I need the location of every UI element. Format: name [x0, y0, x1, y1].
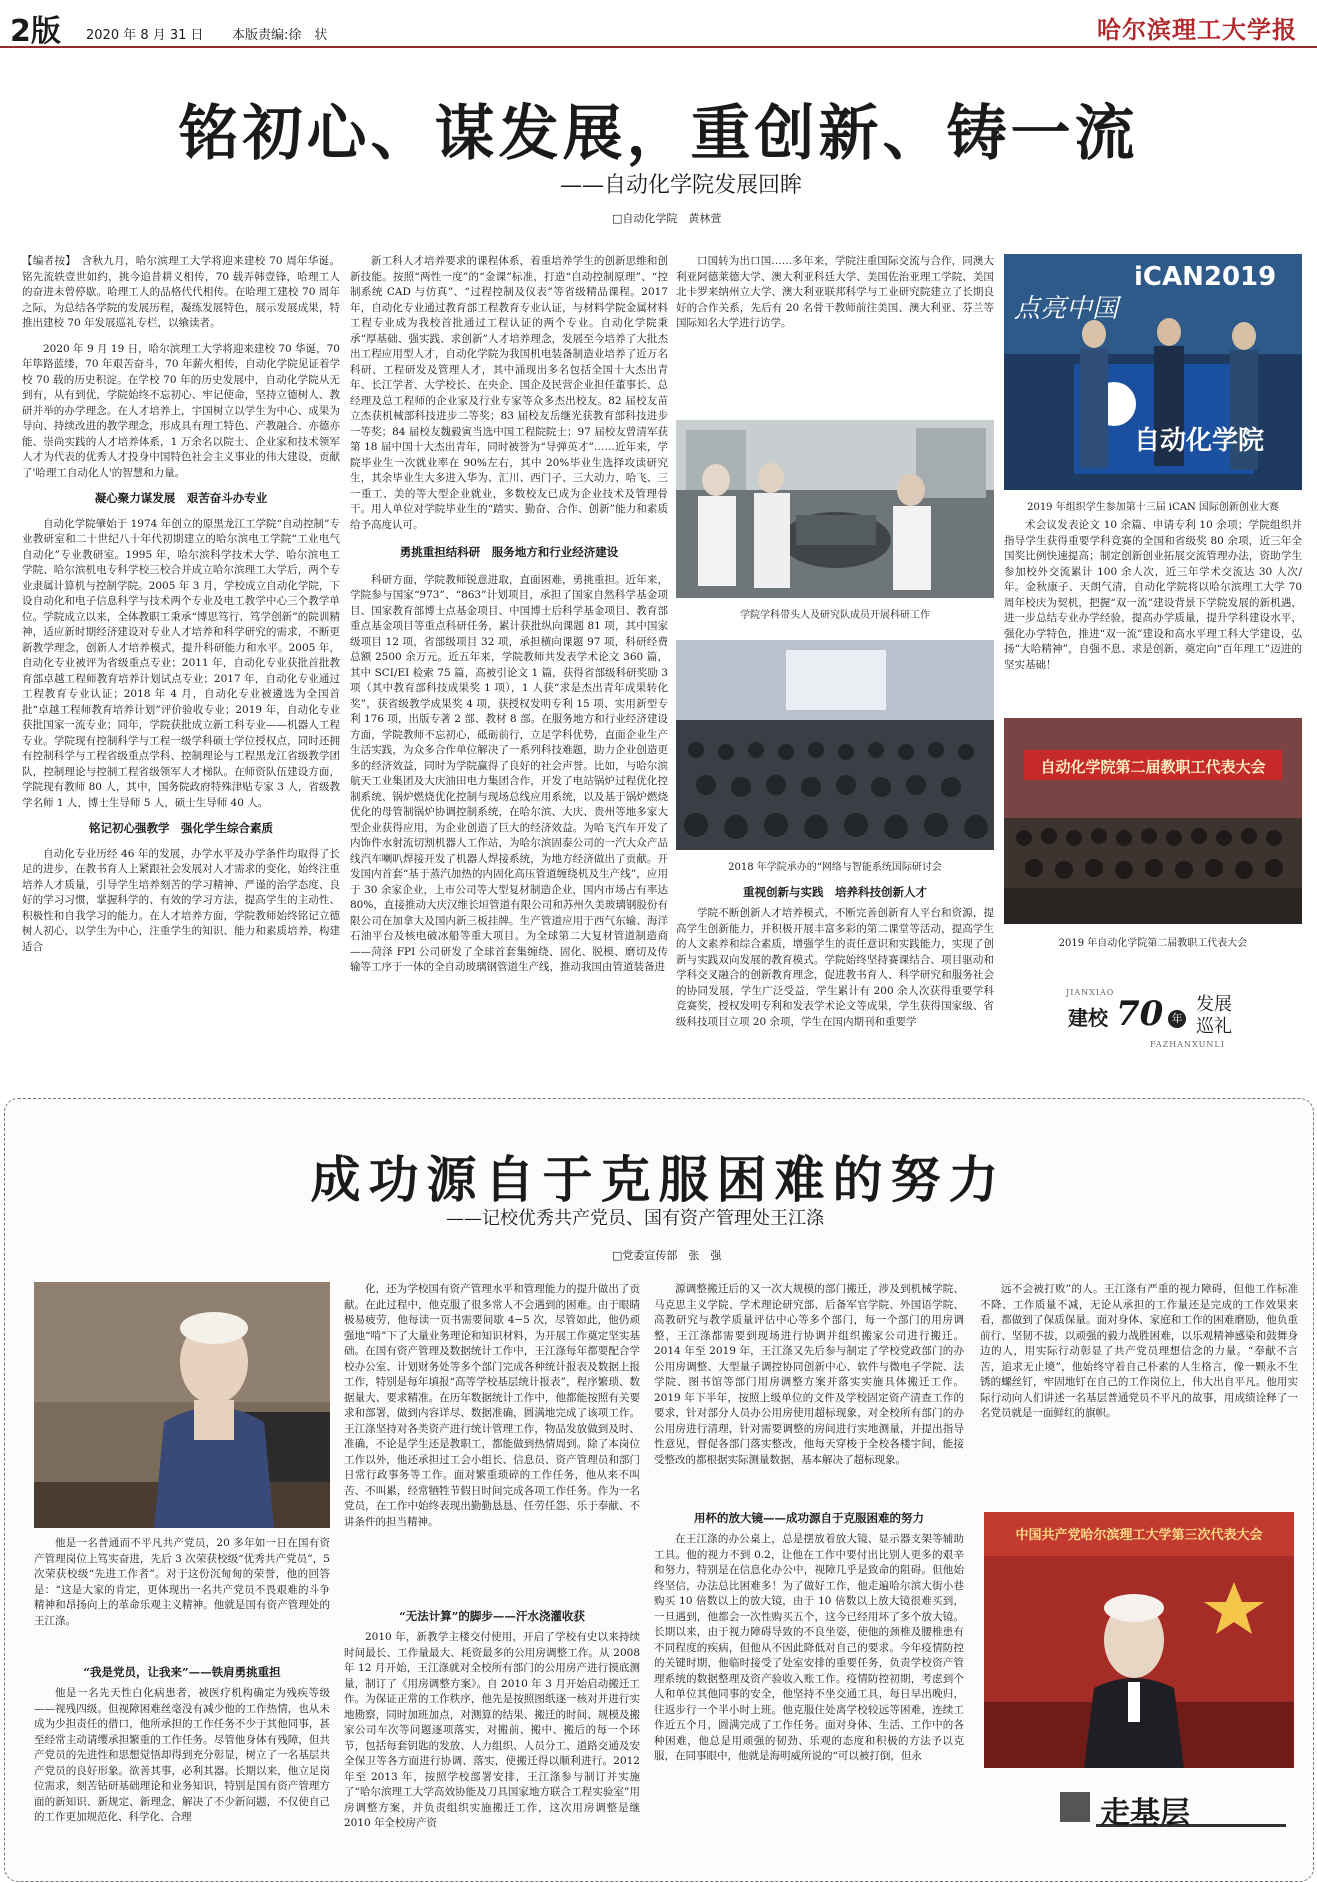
section-subhead: 凝心聚力谋发展 艰苦奋斗办专业 — [94, 491, 268, 505]
paragraph: 2020 年 9 月 19 日，哈尔滨理工大学将迎来建校 70 华诞，70 年筚路蓝缕，70 年艰苦奋斗，70 年薪火相传，自动化学院见证着学校 70 载的历史积淀。在学校 70 年的历史发展中，自动化学院从无到有，从有到优，学院始终不忘初心、牢记使命，坚持立德树人、教研并举的办学理念。在人才培养上，宇国树立以学生为中心、成果为导向、持续改进的教学理念，形成具有理工特色、产教融合、亦德亦能、崇尚实践的人才培养体系，1 万余名以院士、企业家和技术领军人才为代表的优秀人才投身中国特色社会主义事业的伟大建设，贡献了'哈理工自动化人'的智慧和力量。 — [22, 342, 340, 479]
paragraph: 学院不断创新人才培养模式，不断完善创新育人平台和资源，提高学生创新能力，并积极开展丰富多彩的第二课堂等活动，提高学生的人文素养和综合素质，增强学生的责任意识和实践能力，实现了创新与实践双向发展的教育模式。学院始终坚持赛课结合、项目驱动和学科交叉融合的创新教育理念，促进教书育人、科学研究和服务社会的协同发展，学生广泛受益，学生累计有 200 余人次获得重要学科竞赛奖，授权发明专利和发表学术论文等成果，学生获得国家级、省级科技项目立项 20 余项，学生在国内期刊和重要学 — [676, 907, 994, 1028]
photo-congress-caption: 2019 年自动化学院第二届教职工代表大会 — [1058, 938, 1248, 949]
paper-name: 哈尔滨理工大学报 — [1097, 15, 1297, 44]
article2-headline: 成功源自于克服困难的努力 — [310, 1150, 1007, 1209]
stamp-right-bottom: 巡礼 — [1196, 1016, 1232, 1037]
article2-column-2-top — [344, 1282, 640, 1602]
photo-lab-caption: 学院学科带头人及研究队成员开展科研工作 — [740, 610, 930, 621]
anniversary-stamp — [1060, 988, 1270, 1054]
article2-subtitle: ——记校优秀共产党员、国有资产管理处王江涤 — [446, 1208, 824, 1229]
stamp-right-top: 发展 — [1196, 994, 1232, 1015]
tag-text: 走基层 — [1100, 1796, 1190, 1831]
party-congress-illustration — [984, 1512, 1294, 1768]
article2-byline: □党委宣传部 张 强 — [612, 1249, 722, 1262]
section-subhead: 用杯的放大镜——成功源自于克服困难的努力 — [694, 1511, 924, 1525]
lab-photo-illustration — [676, 420, 994, 598]
article2-column-3-top — [654, 1282, 964, 1504]
photo-portrait — [34, 1282, 330, 1528]
stamp-left: 建校 — [1068, 1006, 1108, 1030]
photo-ican-caption: 2019 年组织学生参加第十三届 iCAN 国际创新创业大赛 — [1027, 502, 1279, 513]
column-tag — [1060, 1784, 1290, 1830]
congress-photo-illustration — [1004, 718, 1302, 924]
congress-banner: 自动化学院第二届教职工代表大会 — [1040, 758, 1266, 776]
ican-sign: 点亮中国 — [1014, 294, 1119, 324]
paragraph: 在王江涤的办公桌上，总是摆放着放大镜、显示器支架等辅助工具。他的视力不到 0.2，让他在工作中要付出比别人更多的艰辛和努力，特别是在信息化办公中，视障几乎是致命的阻碍。但他始终坚信，办法总比困难多！为了做好工作，他走遍哈尔滨大街小巷购买 10 倍数以上的放大镜，由于 10 倍数以上放大镜很难买到，一旦遇到，他都会一次性购买五个，这今已经用坏了多个放大镜。长期以来，由于视力障碍导致的不良坐姿，使他的颈椎及腰椎患有不同程度的疾病，但他从不因此降低对自己的要求。今年疫情防控的关键时期，他临时接受了处室安排的重要任务，负责学校资产管理系统的数据整理及资产验收入账工作。疫情防控初期，考虑到个人和单位其他同事的安全，他坚持不坐交通工具，每日早出晚归，往返步行一个半小时上班。他克服住处离学校较远等困难，连续工作近五个月，圆满完成了工作任务。面对身体、生活、工作中的各种困难，他总是用顽强的韧劲、乐观的态度和积极的方法予以克服，在同事眼中，他就是海明威所说的“可以被打倒，但永 — [654, 1533, 964, 1762]
photo-ican-competition — [1004, 254, 1302, 490]
paragraph: 新工科人才培养要求的课程体系，着重培养学生的创新思维和创新技能。按照“两性一度”的“金课”标准，打造“自动控制原理”、“控制系统 CAD 与仿真”、“过程控制及仪表”等省级精品课程。2017 年，自动化专业通过教育部工程教育专业认证，与材料学院金属材料工程专业成为我校首批通过工程认证的两个专业。自动化学院秉承“厚基础、强实践、求创新”人才培养理念，发展至今培养了大批杰出工程应用型人才，自动化学院为我国机电装备制造业培养了近万名科研、工程研发及管理人才，其中涌现出多名包括全国十大杰出青年、长江学者、大学校长、在央企、国企及民营企业担任董事长、总经理及总工程师的企业家及行业专家等众多杰出校友。82 届校友苗立杰获机械部科技进步二等奖；83 届校友岳继光获教育部科技进步一等奖；84 届校友魏毅寅当选中国工程院院士；97 届校友曾清军获第 18 届中国十大杰出青年，同时被誉为“导弹英才”……近年来，学院毕业生一次就业率在 90%左右，其中 20%毕业生选择攻读研究生，其余毕业生大多进入华为、汇川、西门子、三大动力、哈飞、三一重工、美的等大型企业就业，多数校友已成为企业技术及管理骨干。用人单位对学院毕业生的“踏实、勤奋、合作、创新”能力和素质给予高度认可。 — [350, 255, 668, 531]
paragraph: 科研方面，学院教师锐意进取，直面困难，勇挑重担。近年来，学院参与国家“973”、“863”计划项目，承担了国家自然科学基金项目、国家教育部博士点基金项目、中国博士后科学基金项目、教育部重点基金项目等重点科研任务，累计获批纵向课题 81 项，其中国家级项目 12 项，省部级项目 32 项，承担横向课题 97 项，科研经费总额 2500 余万元。近五年来，学院教师共发表学术论文 360 篇，其中 SCI/EI 检索 75 篇，高被引论文 1 篇，获得省部级科研奖励 3 项（其中教育部科技成果奖 1 项），1 人获“求是杰出青年成果转化奖”，获省级教学成果奖 4 项，获授权发明专利 15 项、实用新型专利 176 项，出版专著 2 部、教材 8 部。在服务地方和行业经济建设方面，学院教师不忘初心，砥砺前行，立足学科优势，直面企业生产生活实践，为众多合作单位解决了一系列科技难题，助力企业创造更多的经济效益，同时为学院赢得了良好的社会声誉。比如，与哈尔滨航天工业集团及大庆油田电力集团合作，开发了电站锅炉过程优化控制系统、锅炉燃烧优化控制与现场总线应用系统，以及基于锅炉燃烧优化的母管制锅炉协调控制系统，在哈尔滨、大庆、贵州等地多家大型企业获得应用，为企业创造了巨大的经济效益。为哈飞汽车开发了内饰件水射流切割机器人工作站，为哈尔滨固泰公司的一汽大众产品线汽车喇叭焊接开发了机器人焊接系统，为地方经济做出了贡献。开发国内首套“基于蒸汽加热的内固化高压管道缠绕机及生产线”，应用于 30 余家企业，上市公司等大型复材制造企业，国内市场占有率达 80%，直接推动大庆汉维长垣管道有限公司和苏州久美玻璃钢股份有限公司在加拿大及国内新三板挂牌。生产管道应用于西气东输、海洋石油平台及核电破冰船等重大项目。为全球第二大复材管道制造商——菏泽 FPI 公司研发了全球首套集缠绕、固化、脱模、磨切及传输等工序于一体的全自动玻璃钢管道生产线，推动我国由管道装备进 — [350, 573, 668, 973]
article1-column-3-top — [676, 254, 994, 412]
stamp-number: 70 — [1116, 994, 1164, 1034]
ican-flag-text: 自动化学院 — [1134, 426, 1265, 456]
paragraph: 他是一名普通而不平凡共产党员，20 多年如一日在国有资产管理岗位上笃实奋进，先后 3 次荣获校级“优秀共产党员”，5 次荣获校级“先进工作者”。对于这份沉甸甸的荣誉，他的回答是：“这是大家的肯定，更体现出一名共产党员不畏艰难的斗争精神和昂扬向上的革命乐观主义精神。他就是国有资产管理处的王江涤。 — [34, 1537, 330, 1627]
issue-date: 2020 年 8 月 31 日 — [86, 28, 204, 43]
party-congress-banner: 中国共产党哈尔滨理工大学第三次代表大会 — [1015, 1528, 1263, 1543]
page-editor: 本版责编:徐 状 — [232, 28, 328, 43]
article1-column-4 — [1004, 518, 1302, 702]
section-subhead: 铭记初心强教学 强化学生综合素质 — [89, 821, 273, 835]
article2-column-1-top — [34, 1536, 330, 1656]
article2-column-2-bottom — [344, 1630, 640, 1866]
article1-headline: 铭初心、谋发展，重创新、铸一流 — [178, 99, 1139, 169]
article2-column-1-bottom — [34, 1686, 330, 1866]
photo-conference — [676, 640, 994, 850]
article1-column-1 — [22, 254, 340, 1060]
paragraph: 自动化学院肇始于 1974 年创立的原黑龙江工学院“自动控制”专业教研室和二十世纪八十年代初期建立的哈尔滨电工学院“工业电气自动化”专业教研室。1995 年，哈尔滨科学技术大学、哈尔滨电工学院、哈尔滨机电专科学校三校合并成立哈尔滨理工大学后，两个专业隶属计算机与控制学院。2005 年 3 月，学校成立自动化学院，下设自动化和电子信息科学与技术两个专业及电工教学中心三个教学单位。学院成立以来，全体教职工秉承“博思笃行、笃学创新”的院训精神，适应新时期经济建设对专业人才培养和科学研究的需求，不断更新教学理念，创新人才培养模式，提升科研能力和水平。2005 年，自动化专业被评为省级重点专业；2011 年，自动化专业获批首批教育部卓越工程师教育培养计划试点专业；2017 年，自动化专业通过工程教育专业认证；2018 年 4 月，自动化专业被遴选为全国首批“卓越工程师教育培养计划”评价验收专业；2019 年，自动化专业获批国家一流专业；同年，学院获批成立新工科专业——机器人工程专业。学院现有控制科学与工程一级学科硕士学位授权点，同时还拥有控制科学与工程省级重点学科、控制理论与工程黑龙江省级教学团队，控制理论与控制工程省级领军人才梯队。在师资队伍建设方面，学院现有教师 80 人，其中，国务院政府特殊津贴专家 3 人，省级教学名师 1 人，博士生导师 5 人，硕士生导师 40 人。 — [22, 517, 340, 809]
editor-note: 【编者按】 含秋九月，哈尔滨理工大学将迎来建校 70 周年华诞。铭先流轶壹世如约，挑今追昔耕义相传，70 载弄韩壹锋，哈理工人的奋进未曾停歇。哈理工人的品格代代相传。在哈理工建校 70 周年之际，为总结各学院的发展历程，凝练发展特色，展示发展成果，特推出建校 70 年发展巡礼专栏，以飨读者。 — [22, 255, 340, 329]
paragraph: 术会议发表论文 10 余篇、申请专利 10 余项；学院组织并指导学生获得重要学科竞赛的全国和省级奖 80 余项，近三年全国奖比例快速提高；制定创新创业拓展交流管理办法，资助学生参加校外交流累计 100 余人次，近三年学术交流达 30 人次/年。金秋康子、天朗气清，自动化学院将以哈尔滨理工大学 70 周年校庆为契机，把握“双一流”建设背景下学院发展的新机遇，进一步总结专业办学经验，提高办学质量，提升学科建设水平，强化办学特色，推进“双一流”建设和高水平理工科大学建设，弘扬“大哈精神”，自强不息、求是创新，奠定向“百年理工”迈进的坚实基础！ — [1004, 519, 1302, 671]
photo-party-congress — [984, 1512, 1294, 1768]
photo-staff-congress — [1004, 718, 1302, 924]
article1-subtitle: ——自动化学院发展回眸 — [560, 173, 803, 198]
article2-column-3-bottom — [654, 1532, 964, 1866]
paragraph: 源调整搬迁后的又一次大规模的部门搬迁，涉及到机械学院、马克思主义学院、学术理论研究部、后备军官学院、外国语学院、高教研究与教学质量评估中心等多个部门，每一个部门的用房调整，王江涤都需要到现场进行协调并组织搬家公司进行搬迁。2014 年至 2019 年，王江涤又先后参与制定了学校党政部门的办公用房调整、大型量子调控协同创新中心、软件与微电子学院、法学院、图书馆等部门用房调整方案并落实实施具体搬迁工作。2019 年下半年，按照上级单位的文件及学校固定资产清查工作的要求，针对部分人员办公用房使用超标现象，对全校所有部门的办公用房进行清理，针对需要调整的房间进行实地测量，并提出指导性意见，督促各部门落实整改，他每天穿梭于全校各楼宇间，能接受整改的都根据实际测量数据，基本解决了超标现象。 — [654, 1283, 964, 1466]
ican-banner: iCAN2019 — [1134, 262, 1277, 292]
photo-lab-research — [676, 420, 994, 598]
paragraph: 口国转为出口国……多年来，学院注重国际交流与合作，同澳大利亚阿德莱德大学、澳大利亚科廷大学、美国佐治亚理工学院、美国北卡罗来纳州立大学、澳大利亚联邦科学与工业研究院建立了长期良好的合作关系，先后有 20 名骨干教师前往美国、澳大利亚、芬兰等国际知名大学进行访学。 — [676, 255, 994, 329]
portrait-illustration — [34, 1282, 330, 1528]
paragraph: 他是一名先天性白化病患者，被医疗机构确定为残疾等级——视残四级。但视障困难丝毫没有减少他的工作热情，也从未成为少担责任的借口，他所承担的工作任务不少于其他同事，甚至经常主动请缨承担繁重的工作任务。尽管他身体有残障，但共产党员的先进性和思想觉悟却得到充分彰显，树立了一名基层共产党员的良好形象。欲善其事，必利其器。长期以来，他立足岗位需求，刻苦钻研基础理论和业务知识，特别是国有资产管理方面的新知识、新规定、新理念，解决了不少新问题，不仅使自己的工作更加规范化、科学化、合理 — [34, 1687, 330, 1823]
article1-byline: □自动化学院 黄林萱 — [612, 212, 722, 225]
edition-number: 2版 — [10, 14, 61, 49]
section-subhead: “无法计算”的脚步——汗水浇灌收获 — [399, 1609, 585, 1623]
paragraph: 远不会被打败”的人。王江涤有严重的视力障碍，但他工作标准不降、工作质量不减，无论从承担的工作量还是完成的工作效果来看，都做到了保质保量。面对身体、家庭和工作的困难磨励，他负重前行、坚韧不拔，以顽强的毅力战胜困难，以乐观精神感染和鼓舞身边的人，用实际行动彰显了共产党员理想信念的力量。“奉献不言苦，追求无止境”，他始终守着自己朴素的人生格言，像一颗永不生锈的螺丝钉，牢固地钉在自己的工作岗位上，伟大出自平凡。他用实际行动向人们讲述一名基层普通党员不平凡的故事，用成绩诠释了一名党员就是一面鲜红的旗帜。 — [980, 1283, 1298, 1419]
article1-column-3-bottom — [676, 906, 994, 1058]
section-subhead: 重视创新与实践 培养科技创新人才 — [743, 885, 927, 899]
photo-conference-caption: 2018 年学院承办的“网络与智能系统国际研讨会 — [728, 862, 942, 873]
article2-column-4 — [980, 1282, 1298, 1466]
stamp-pinyin-top: JIANXIAO — [1066, 988, 1115, 997]
paragraph: 2010 年，新教学主楼交付使用，开启了学校有史以来持续时间最长、工作量最大、耗资最多的公用房调整工作。从 2008 年 12 月开始，王江涤就对全校所有部门的公用房产进行摸底测量，制订了《用房调整方案》。自 2010 年 3 月开始启动搬迁工作。为保证正常的工作秩序，他先是按照图纸逐一核对并进行实地勘察，同时加班加点，对测算的结果、搬迁的时间、规模及搬家公司车次等问题逐项落实，对搬前、搬中、搬后的每一个环节，包括每套钥匙的发放、人力组织、人员分工、道路交通及安全保卫等各方面进行协调、落实，使搬迁得以顺利进行。2012 年至 2013 年，按照学校部署安排，王江涤参与制订并实施了“哈尔滨理工大学高效协能及刀具国家地方联合工程实验室”用房调整方案，并负责组织实施搬迁工作，这次用房调整是继 2010 年全校房产资 — [344, 1631, 640, 1829]
article1-column-2 — [350, 254, 668, 1060]
paragraph: 化，还为学校国有资产管理水平和管理能力的提升做出了贡献。在此过程中，他克服了很多常人不会遇到的困难。由于眼睛极易疲劳，他每读一页书需要间歇 4−5 次，尽管如此，他仍顽强地“啃”下了大量业务理论和知识材料，为开展工作奠定坚实基础。在国有资产管理及数据统计工作中，王江涤每年都要配合学校办公室、计划财务处等多个部门完成各种统计报表及数据上报工作，特别是每年填报“高等学校基层统计报表”，程序繁琐、数据量大、要求精准。在历年数据统计工作中，他都能按照有关要求和部署，做到内容详尽、数据准确，圆满地完成了该项工作。王江涤坚持对各类资产进行统计管理工作，物品发放做到及时、准确，不论是学生还是教职工，都能做到热情周到。除了本岗位工作以外，他还承担过工会小组长、信息员、资产管理员和部门日常行政事务等工作。面对繁重琐碎的工作任务，他从来不叫苦、不叫累，经常牺牲节假日时间完成各项工作任务。作为一名党员，在工作中始终表现出勤勤恳恳、任劳任怨、乐于奉献、不讲条件的担当精神。 — [344, 1283, 640, 1528]
section-subhead: 勇挑重担结科研 服务地方和行业经济建设 — [399, 545, 619, 559]
stamp-suffix: 年 — [1168, 1010, 1186, 1028]
conference-photo-illustration — [676, 640, 994, 850]
stamp-pinyin-bottom: FAZHANXUNLI — [1150, 1040, 1225, 1049]
paragraph: 自动化专业历经 46 年的发展，办学水平及办学条件均取得了长足的进步，在教书育人上紧跟社会发展对人才需求的变化，始终注重培养人才质量，引导学生培养刻苦的学习精神、严谨的治学态度、良好的学习习惯，掌握科学的、有效的学习方法，提高学生的主动性、积极性和自我学习的能力。在人才培养方面，学院教师始终铭记立德树人初心，以学生为中心，注重学生的知识、能力和素质培养，构建适合 — [22, 847, 340, 953]
section-subhead: “我是党员，让我来”——铁肩勇挑重担 — [83, 1665, 281, 1679]
